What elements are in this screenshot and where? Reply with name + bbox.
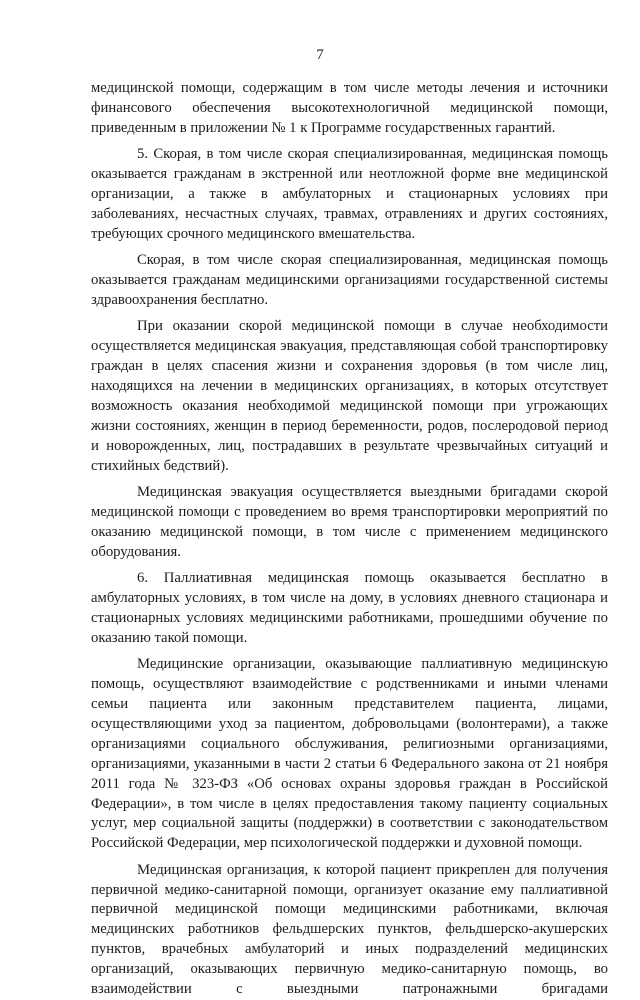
paragraph-emergency-care-free: Скорая, в том числе скорая специализированная, медицинская помощь оказывается гражданам медицинскими организациями государственной системы здравоохранения бесплатно. <box>91 252 608 308</box>
paragraph-item-6-palliative-care: 6. Паллиативная медицинская помощь оказывается бесплатно в амбулаторных условиях, в том числе на дому, в условиях дневного стационара и стационарных условиях медицинскими работниками, прошедшими обучение по оказанию такой помощи. <box>91 569 608 646</box>
page-number: 7 <box>316 47 324 63</box>
paragraph-item-5-emergency-care: 5. Скорая, в том числе скорая специализированная, медицинская помощь оказывается гражданам в экстренной или неотложной форме вне медицинской организации, а также в амбулаторных и стационарных условиях при заболеваниях, несчастных случаях, травмах, отравлениях и других состояниях, требующих срочного медицинского вмешательства. <box>91 146 608 242</box>
paragraph-continuation: медицинской помощи, содержащим в том числе методы лечения и источники финансового обеспечения высокотехнологичной медицинской помощи, приведенным в приложении № 1 к Программе государственных гарантий. <box>91 80 608 136</box>
paragraph-evacuation-teams: Медицинская эвакуация осуществляется выездными бригадами скорой медицинской помощи с проведением во время транспортировки мероприятий по оказанию медицинской помощи, в том числе с применением медицинского оборудования. <box>91 483 608 560</box>
document-body <box>91 79 608 1000</box>
paragraph-palliative-interaction: Медицинские организации, оказывающие паллиативную медицинскую помощь, осуществляют взаимодействие с родственниками и иными членами семьи пациента или законным представителем пациента, лицами, осуществляющими уход за пациентом, добровольцами (волонтерами), а также организациями социального обслуживания, религиозными организациями, организациями, указанными в части 2 статьи 6 Федерального закона от 21 ноября 2011 года № 323-ФЗ «Об основах охраны здоровья граждан в Российской Федерации», в том числе в целях предоставления такому пациенту социальных услуг, мер социальной защиты (поддержки) в соответствии с законодательством Российской Федерации, мер психологической поддержки и духовной помощи. <box>91 655 608 852</box>
paragraph-primary-palliative-care: Медицинская организация, к которой пациент прикреплен для получения первичной медико-санитарной помощи, организует оказание ему паллиативной первичной медицинской помощи медицинскими работниками, включая медицинских работников фельдшерских пунктов, фельдшерско-акушерских пунктов, врачебных амбулаторий и иных подразделений медицинских организаций, оказывающих первичную медико-санитарную помощь, во взаимодействии с выездными патронажными бригадами <box>91 861 608 998</box>
paragraph-medical-evacuation: При оказании скорой медицинской помощи в случае необходимости осуществляется медицинская эвакуация, представляющая собой транспортировку граждан в целях спасения жизни и сохранения здоровья (в том числе лиц, находящихся на лечении в медицинских организациях, в которых отсутствует возможность оказания необходимой медицинской помощи при угрожающих жизни состояниях, женщин в период беременности, родов, послеродовой период и новорожденных, лиц, пострадавших в результате чрезвычайных ситуаций и стихийных бедствий). <box>91 318 608 474</box>
